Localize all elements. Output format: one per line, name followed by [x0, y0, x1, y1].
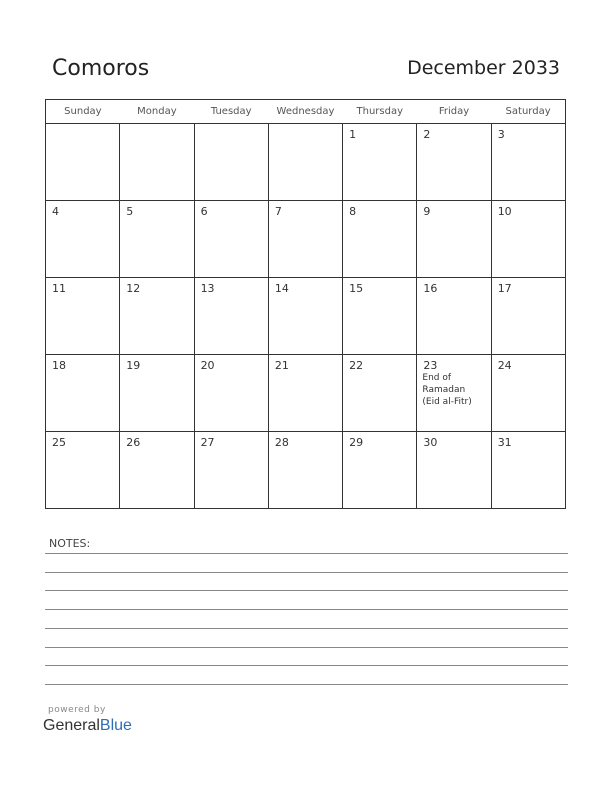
day-number: 17 — [497, 282, 512, 295]
day-cell — [417, 432, 491, 509]
week-row — [46, 278, 566, 355]
day-number: 10 — [497, 205, 512, 218]
day-cell — [194, 201, 268, 278]
week-row — [46, 432, 566, 509]
notes-label: NOTES: — [49, 537, 91, 550]
day-number: 5 — [126, 205, 134, 218]
day-cell — [417, 278, 491, 355]
day-cell — [491, 201, 565, 278]
day-cell — [120, 124, 194, 201]
day-number: 16 — [423, 282, 438, 295]
day-cell — [194, 432, 268, 509]
day-cell — [268, 201, 342, 278]
day-number: 19 — [126, 359, 141, 372]
holiday-label: Ramadan — [422, 385, 466, 395]
day-number: 1 — [349, 128, 357, 141]
notes-line — [45, 572, 568, 573]
day-number: 26 — [126, 436, 141, 449]
day-cell — [343, 278, 417, 355]
day-cell — [120, 201, 194, 278]
day-number: 27 — [200, 436, 215, 449]
day-cell — [343, 355, 417, 432]
day-number: 21 — [274, 359, 289, 372]
day-number: 4 — [52, 205, 59, 218]
day-number — [195, 124, 268, 128]
day-cell — [268, 278, 342, 355]
weekday-header-row — [46, 100, 566, 124]
week-row — [46, 201, 566, 278]
day-cell — [120, 278, 194, 355]
day-cell — [46, 355, 120, 432]
day-number: 23 — [423, 359, 438, 372]
day-number: 8 — [349, 205, 357, 218]
day-cell — [120, 355, 194, 432]
notes-line — [45, 684, 568, 685]
weekday-header: Monday — [120, 100, 194, 124]
day-number: 2 — [423, 128, 431, 141]
holiday-label: (Eid al-Fitr) — [422, 397, 472, 407]
day-cell — [194, 124, 268, 201]
day-number: 22 — [349, 359, 364, 372]
weekday-header: Wednesday — [268, 100, 342, 124]
day-cell — [343, 432, 417, 509]
day-cell — [491, 432, 565, 509]
weekday-header: Friday — [417, 100, 491, 124]
day-number: 11 — [52, 282, 66, 295]
day-number: 29 — [349, 436, 364, 449]
notes-line — [45, 665, 568, 666]
day-number — [120, 124, 193, 128]
weekday-header: Saturday — [491, 100, 565, 124]
day-cell — [417, 201, 491, 278]
day-cell — [46, 124, 120, 201]
day-cell — [194, 278, 268, 355]
day-number — [269, 124, 342, 128]
day-number: 25 — [52, 436, 66, 449]
day-number: 31 — [497, 436, 512, 449]
calendar-grid — [45, 99, 566, 509]
day-cell — [268, 432, 342, 509]
day-number: 28 — [274, 436, 289, 449]
day-number: 24 — [497, 359, 512, 372]
day-cell — [491, 124, 565, 201]
day-cell — [46, 432, 120, 509]
day-cell — [343, 201, 417, 278]
month-year-title: December 2033 — [407, 57, 560, 79]
country-title: Comoros — [52, 56, 150, 81]
week-row — [46, 355, 566, 432]
day-cell — [417, 355, 491, 432]
day-number: 9 — [423, 205, 431, 218]
day-cell — [194, 355, 268, 432]
weekday-header: Sunday — [46, 100, 120, 124]
day-cell — [491, 278, 565, 355]
day-number: 6 — [200, 205, 208, 218]
week-row — [46, 124, 566, 201]
day-cell — [268, 355, 342, 432]
brand-blue: Blue — [99, 717, 132, 734]
day-number — [46, 124, 119, 128]
day-cell — [46, 278, 120, 355]
notes-line — [45, 647, 568, 648]
day-number: 12 — [126, 282, 141, 295]
day-number: 3 — [497, 128, 505, 141]
day-number: 15 — [349, 282, 364, 295]
day-number: 30 — [423, 436, 438, 449]
notes-line — [45, 553, 568, 554]
brand-logo — [43, 717, 132, 735]
holiday-label: End of — [422, 373, 452, 383]
day-cell — [491, 355, 565, 432]
powered-by-text: powered by — [48, 705, 106, 715]
notes-line — [45, 628, 568, 629]
day-number: 14 — [274, 282, 289, 295]
day-cell — [46, 201, 120, 278]
day-number: 7 — [274, 205, 282, 218]
day-cell — [343, 124, 417, 201]
weekday-header: Thursday — [343, 100, 417, 124]
notes-line — [45, 590, 568, 591]
day-number: 13 — [200, 282, 215, 295]
day-number: 18 — [52, 359, 66, 372]
day-cell — [120, 432, 194, 509]
day-cell — [417, 124, 491, 201]
brand-general: General — [43, 717, 100, 734]
weekday-header: Tuesday — [194, 100, 268, 124]
notes-line — [45, 609, 568, 610]
day-number: 20 — [200, 359, 215, 372]
day-cell — [268, 124, 342, 201]
